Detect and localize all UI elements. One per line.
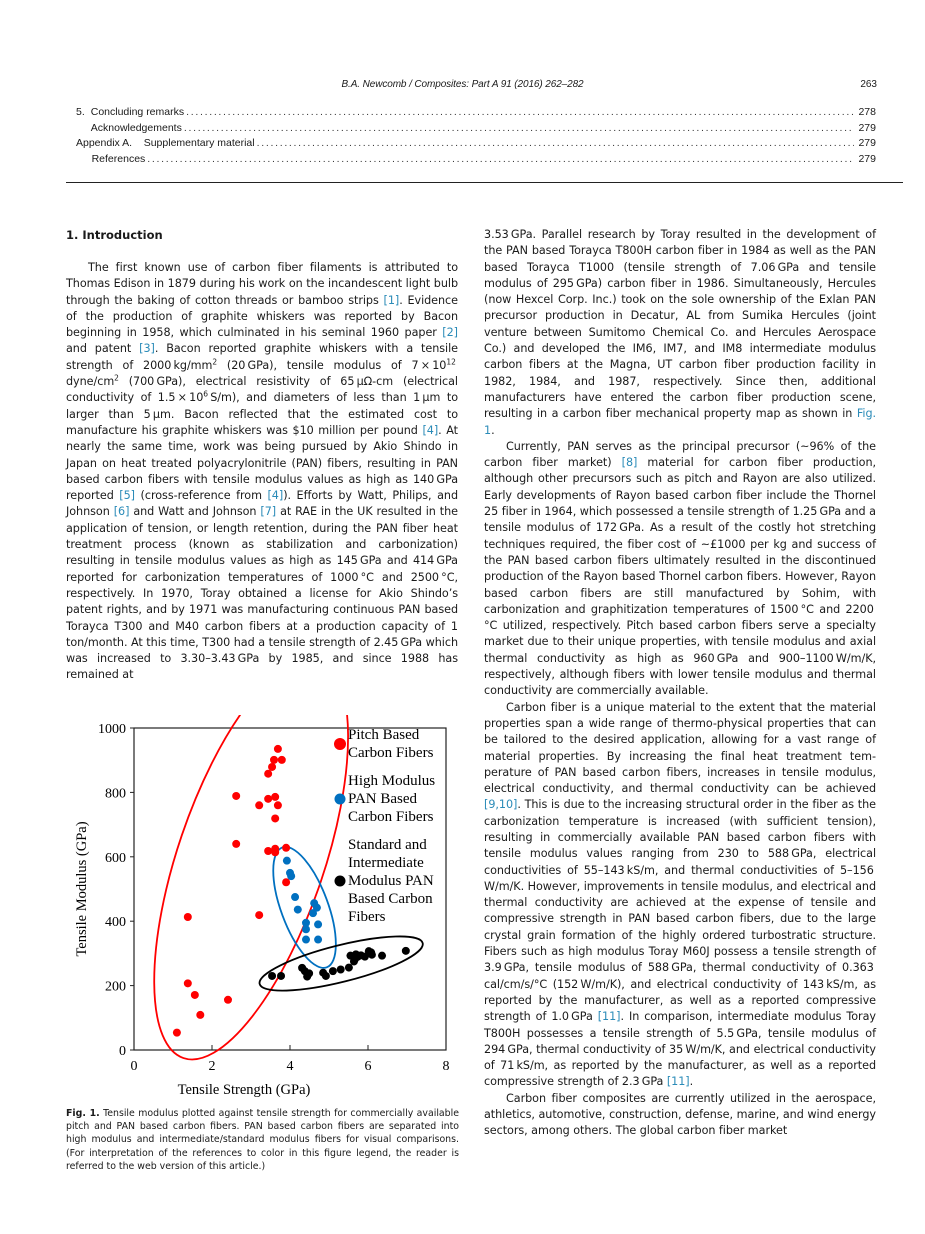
- superscript: 2: [114, 373, 119, 383]
- toc-page-number: 279: [858, 152, 876, 165]
- citation-link[interactable]: Fig. 1: [484, 407, 876, 437]
- header-divider: [66, 182, 903, 183]
- data-point: [264, 795, 272, 803]
- data-point: [268, 763, 276, 771]
- y-tick-label: 800: [105, 786, 126, 802]
- data-point: [345, 964, 353, 972]
- x-tick-label: 8: [442, 1059, 450, 1074]
- left-column: [66, 260, 458, 684]
- x-axis-label: Tensile Strength (GPa): [177, 1082, 311, 1098]
- legend-label: PAN Based: [348, 791, 418, 807]
- toc-leader-dots: [257, 136, 855, 152]
- data-point: [278, 756, 286, 764]
- citation-link[interactable]: [3]: [139, 342, 155, 356]
- data-point: [287, 872, 295, 880]
- legend-label: Standard and: [348, 837, 427, 853]
- data-point: [367, 948, 375, 956]
- page-number: 263: [860, 79, 877, 90]
- legend-label: Carbon Fibers: [348, 745, 434, 761]
- data-point: [270, 756, 278, 764]
- data-point: [283, 857, 291, 865]
- data-point: [309, 909, 317, 917]
- y-tick-label: 200: [105, 979, 126, 995]
- data-point: [232, 840, 240, 848]
- data-point: [314, 936, 322, 944]
- superscript: 12: [446, 357, 456, 367]
- paragraph: The first known use of carbon fiber filaments is attributed to Thomas Edison in 1879 during his work on the incandescent light bulb through the baking of cotton threads or bamboo strips [1]. Evidence of the production of graphite whiskers was reported by Bacon beginning in 1958, which culminated in his seminal 1960 paper [2] and patent [3]. Bacon reported graphite whiskers with a tensile strength of 2000 $kg/mm^2$ (20 GPa), tensile modulus of $7 \times 10^{12}$ dyne/$cm^2$ (700 GPa), electrical resistivity of 65 μΩ-cm (electrical conductivity of $1.5 \times 10^6$ S/m), and diameters of less than 1 μm to larger than 5 μm. Bacon reflected that the estimated cost to manufacture his graphite whiskers was $10 million per pound [4]. At nearly the same time, work was being pursued by Akio Shindo in Japan on heat treated polyacrylonitrile (PAN) fibers, resulting in PAN based carbon fibers with tensile modulus values as high as 140 GPa reported [5] (cross-reference from [4]). Efforts by Watt, Philips, and Johnson [6] and Watt and Johnson [7] at RAE in the UK resulted in the application of tension, or length retention, during the PAN fiber heat treatment process (known as stabilization and carbonization) resulting in tensile modulus values as high as 145 GPa and 414 GPa reported for carbonization temperatures of 1000 °C and 2500 °C, respectively. In 1970, Toray obtained a license for Akio Shindo’s patent rights, and by 1971 was manufacturing continuous PAN based Torayca T300 and M40 carbon fibers at a production capacity of 1 ton/month. At this time, T300 had a tensile strength of 2.45 GPa which was increased to 3.30–3.43 GPa by 1985, and since 1988 has remained at: [66, 261, 458, 682]
- toc-leader-dots: [186, 105, 854, 121]
- data-point: [294, 906, 302, 914]
- data-point: [378, 952, 386, 960]
- citation-link[interactable]: [5]: [119, 489, 135, 503]
- citation-link[interactable]: [4]: [422, 423, 439, 437]
- legend-marker: [334, 738, 346, 750]
- citation-link[interactable]: [6]: [113, 505, 130, 519]
- data-point: [255, 801, 263, 809]
- data-point: [184, 913, 192, 921]
- toc-page-number: 279: [858, 121, 876, 134]
- legend: [334, 727, 435, 925]
- paragraph: Currently, PAN serves as the principal precursor (~96% of the carbon fiber market) [8] material for carbon fiber production, although other precursors such as pitch and Rayon are also utilized. Early developments of Rayon based carbon fiber include the Thornel 25 fiber in 1964, which possessed a tensile strength of 1.25 GPa and a tensile modulus of 172 GPa. As a result of the costly hot stretching techniques required, the fiber cost of ~£1000 per kg and success of the PAN based carbon fibers ultimately resulted in the discontinued production of the Rayon based Thornel carbon fibers. However, Rayon based carbon fibers are still manufactured by Sohim, with carbonization and graphitization temperatures of 1500 °C and 2200 °C utilized, respectively. Pitch based carbon fibers serve a specialty market due to their unique properties, with tensile modulus and axial thermal conductivity as high as 960 GPa and 900–1100 W/m/K, respectively, although fibers with lower tensile modulus and thermal conductivity are commercially available.: [484, 439, 876, 698]
- y-tick-label: 400: [105, 915, 126, 931]
- data-point: [255, 911, 263, 919]
- data-point: [302, 936, 310, 944]
- paragraph: 3.53 GPa. Parallel research by Toray resulted in the development of the PAN based Torayca T800H carbon fiber in 1984 as well as the PAN based Torayca T1000 (tensile strength of 7.06 GPa and tensile modulus of 295 GPa) carbon fiber in 1986. Simultaneously, Hercules (now Hexcel Corp. Inc.) took on the sole ownership of the Exlan PAN precursor production in Decatur, AL from Sumika Hercules (joint venture between Sumitomo Chemical Co. and Hercules Aerospace Co.) and developed the IM6, IM7, and IM8 intermediate modulus carbon fibers at the Magna, UT carbon fiber production facility in 1982, 1984, and 1987, respectively. Since then, additional manufacturers have entered the carbon fiber production scene, resulting in a carbon fiber mechanical property map as shown in Fig. 1.: [484, 228, 876, 437]
- data-point: [232, 792, 240, 800]
- data-point: [337, 966, 345, 974]
- citation-link[interactable]: [4]: [267, 489, 284, 503]
- data-point: [402, 947, 410, 955]
- data-point: [303, 973, 311, 981]
- running-head: B.A. Newcomb / Composites: Part A 91 (2016) 262–282: [341, 79, 584, 90]
- data-point: [191, 991, 199, 999]
- toc-leader-dots: [184, 121, 855, 137]
- standard-modulus-cluster-ellipse: [255, 925, 427, 1001]
- legend-label: Modulus PAN: [348, 873, 434, 889]
- data-point: [314, 920, 322, 928]
- data-point: [274, 745, 282, 753]
- data-point: [302, 925, 310, 933]
- legend-label: Intermediate: [348, 855, 424, 871]
- caption-label: Fig. 1.: [66, 1108, 100, 1119]
- data-point: [329, 967, 337, 975]
- toc-entry[interactable]: [76, 121, 876, 137]
- data-point: [264, 847, 272, 855]
- scatter-chart: [66, 715, 466, 1105]
- y-tick-label: 1000: [98, 722, 126, 737]
- data-point: [352, 950, 360, 958]
- x-tick-label: 2: [208, 1059, 216, 1074]
- toc-title: Acknowledgements: [90, 121, 182, 134]
- citation-link[interactable]: [11]: [666, 1075, 690, 1089]
- legend-marker: [335, 794, 346, 805]
- data-point: [268, 972, 276, 980]
- table-of-contents: [76, 105, 876, 167]
- citation-link[interactable]: [9,10]: [484, 798, 518, 812]
- toc-page-number: 278: [858, 106, 876, 118]
- y-axis-label: Tensile Modulus (GPa): [74, 821, 90, 957]
- data-point: [291, 893, 299, 901]
- section-heading: 1. Introduction: [66, 228, 163, 242]
- figure-1: [66, 715, 466, 1105]
- toc-leader-dots: [147, 152, 854, 168]
- toc-entry[interactable]: [76, 105, 876, 121]
- y-tick-label: 600: [105, 850, 126, 866]
- toc-title: References: [91, 152, 146, 165]
- citation-link[interactable]: [11]: [597, 1010, 621, 1024]
- toc-number: [76, 121, 91, 137]
- citation-link[interactable]: [8]: [621, 456, 638, 470]
- data-point: [282, 844, 290, 852]
- toc-page-number: 279: [858, 137, 876, 149]
- data-point: [274, 801, 282, 809]
- data-point: [224, 996, 232, 1004]
- paragraph: Carbon fiber composites are currently utilized in the aerospace, athletics, automotive, construction, defense, marine, and wind energy sectors, among others. The global carbon fiber market: [484, 1091, 876, 1138]
- superscript: 2: [212, 357, 218, 367]
- legend-label: High Modulus: [348, 773, 436, 789]
- legend-marker: [335, 876, 346, 887]
- legend-label: Fibers: [348, 909, 386, 925]
- citation-link[interactable]: [1]: [383, 293, 400, 307]
- data-point: [271, 814, 279, 822]
- citation-link[interactable]: [7]: [260, 505, 277, 519]
- toc-title: Concluding remarks: [90, 106, 185, 118]
- data-point: [271, 793, 279, 801]
- data-point: [196, 1011, 204, 1019]
- paragraph: Carbon fiber is a unique material to the extent that the material properties span a wide range of thermo-physical properties that can be tailored to the desired application, allowing for a vast range of material properties. By increasing the final heat treatment temperature of PAN based carbon fibers, increases in tensile modulus, electrical conductivity, and thermal conductivity can be achieved [9,10]. This is due to the increasing structural order in the fiber as the carbonization temperature is increased (with sufficient tension), resulting in commercially available PAN based carbon fibers with tensile modulus values ranging from 230 to 588 GPa, electrical conductivities of 55–143 kS/m, and thermal conductivities of 5–156 W/m/K. However, improvements in tensile modulus, and electrical and thermal conductivity are achieved at the expense of tensile and compressive strength in PAN based carbon fibers, due to the large crystal grain formation of the highly ordered turbostratic structure. Fibers such as high modulus Toray M60J possess a tensile strength of 3.9 GPa, tensile modulus of 588 GPa, thermal conductivity of 0.363 cal/cm/s/°C (152 W/m/K), and electrical conductivity of 143 kS/m, as reported by the manufacturer, as well as a reported compressive strength of 1.0 GPa [11]. In comparison, intermediate modulus Toray T800H possesses a tensile strength of 5.5 GPa, tensile modulus of 294 GPa, thermal conductivity of 35 W/m/K, and electrical conductivity of 71 kS/m, as reported by the manufacturer, as well as a reported compressive strength of 2.3 GPa [11].: [484, 700, 876, 1089]
- caption-text: Tensile modulus plotted against tensile strength for commercially available pitch and PAN based carbon fibers. PAN based carbon fibers are separated into high modulus and intermediate/standard modulus fibers for visual comparisons. (For interpretation of the references to color in this figure legend, the reader is referred to the web version of this article.): [66, 1108, 459, 1172]
- toc-entry[interactable]: [76, 152, 876, 168]
- x-tick-label: 0: [130, 1059, 138, 1074]
- legend-label: Based Carbon: [348, 891, 433, 907]
- y-tick-label: 0: [119, 1044, 126, 1059]
- data-point: [264, 770, 272, 778]
- figure-caption: [66, 1107, 459, 1173]
- x-tick-label: 4: [286, 1059, 294, 1074]
- data-point: [271, 848, 279, 856]
- data-point: [184, 979, 192, 987]
- data-point: [322, 972, 330, 980]
- data-point: [282, 878, 290, 886]
- legend-label: Carbon Fibers: [348, 809, 434, 825]
- data-point: [173, 1029, 181, 1037]
- right-column: [484, 227, 876, 1140]
- toc-title: Appendix A. Supplementary material: [76, 137, 255, 149]
- data-point: [277, 972, 285, 980]
- citation-link[interactable]: [2]: [442, 326, 458, 340]
- superscript: 6: [203, 389, 209, 399]
- legend-label: Pitch Based: [348, 727, 420, 743]
- x-tick-label: 6: [364, 1059, 372, 1074]
- toc-number: [76, 152, 92, 168]
- toc-entry[interactable]: [76, 136, 876, 152]
- toc-number: 5.: [76, 106, 85, 118]
